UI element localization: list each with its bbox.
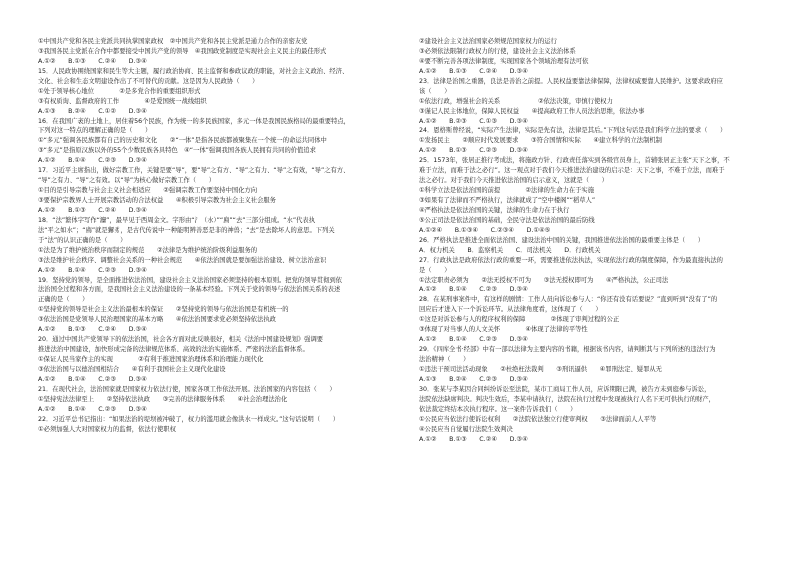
text-line: 文化、社会和生态文明建设作出了不可替代的贡献。这是因为人民政协（ ）	[38, 77, 259, 85]
text-line: ①中国共产党和各民主党派共同执掌国家政权 ②中国共产党和各民主党派是通力合作的亲密友党	[38, 38, 308, 45]
text-line: ①违法干预司法活动现象 ②杜绝枉法裁判 ③刑讯逼供 ④罪刑法定、疑罪从无	[419, 365, 662, 373]
text-line: 法“平之如水”；“廌”就是獬豸，是古代传说中一种能明辨善恶是非的神兽；“去”是去除坏人的意思。下列关	[38, 226, 335, 234]
text-line: 该（ ）	[419, 87, 451, 95]
text-line: A.①② B.①③ C.②④ D.③④	[38, 57, 147, 65]
text-line: ①这是对诉讼参与人的程序权利的保障 ②体现了审判过程的公正	[419, 316, 620, 324]
text-line: 21．在现代社会，法治国家就是国家权力依法行使，国家各项工作依法开展。法治国家的内容包括（ ）	[38, 385, 336, 393]
text-line: 23．法律是治国之重器，良法是善治之前提。人民权益要靠法律保障，法律权威要靠人民维护。这要求政府应	[419, 77, 723, 85]
text-line: A.①③ B.②④ C.①② D.③④	[38, 107, 147, 115]
text-line: 于“法”的认识正确的是（ ）	[38, 236, 127, 244]
text-line: A．权力机关 B．监察机关 C．司法机关 D．行政机关	[419, 246, 601, 254]
text-line: 法院依法缺席判决。判决生效后，李某申请执行，法院在执行过程中发现被执行人名下无可供执行的财产，	[419, 395, 715, 403]
text-line: ①坚持党的领导是社会主义法治最根本的保证 ②坚持党的领导与依法治国是有机统一的	[38, 306, 289, 314]
text-line: ①科学立法是依法治国的前提 ②法律的生命力在于实施	[419, 187, 595, 195]
text-line: A.①③ B.②④ C.②③ D.③④	[419, 375, 528, 383]
text-line: A.①② B.①③ C.②④ D.③④	[38, 326, 147, 334]
text-line: 16．在我国广袤的土地上，居住着56个民族，作为统一的多民族国家，多元一体是我国民族格局的最重要特点，	[38, 117, 350, 125]
text-line: ③必须依法限制行政权力的行使，建设社会主义法治体系	[419, 47, 576, 55]
text-line: ⑤公正司法是依法治国的基础，全民守法是依法治国的最后防线	[419, 216, 595, 224]
text-line: ①处于领导核心地位 ②是多党合作的重要组织形式	[38, 87, 201, 95]
text-line: 推进法治中国建设，加快形成完备的法律规范体系、高效的法治实施体系、严密的法治监督体系。	[38, 346, 309, 354]
text-line: 法之必行。对于我们今天推进依法治国的启示意义，这就是（ ）	[419, 177, 608, 185]
text-line: 法治精神（ ）	[419, 356, 470, 363]
text-line: 法治国全过程和各方面，是我国社会主义法治建设的一条基本经验。下列关于党的领导与依法治国关系的表述	[38, 286, 341, 294]
text-line: ③谨记人民主体地位，保障人民权益 ④提高政府工作人员法治思维，依法办事	[419, 107, 645, 115]
text-line: ④公民应当自觉履行法院生效判决	[419, 425, 513, 433]
text-line: 难于立法，而难于法之必行”。这一观点对于我们今天推进法治建设的启示是：天下之事，不难于立法，而难于	[419, 167, 725, 175]
text-line: A.①② B.①③ C.②④ D.③④	[419, 435, 528, 443]
text-line: 27．行政执法是政府依法行政的重要一环，需要推进依法执法，实现依法行政的制度保障，作为最直接执法的	[419, 256, 723, 264]
text-line: “导”之有力、“导”之有效。以“导”为核心做好宗教工作（ ）	[38, 177, 215, 185]
text-line: ①依法行政，增强社会的关系 ②依法决策，审慎行使权力	[419, 97, 613, 105]
text-line: 19．坚持党的领导，是全面推进依法治国，建设社会主义法治国家必须坚持的根本原则。把党的领导贯彻到依	[38, 276, 342, 284]
text-line: A.①②④ B.①③④ C.②③④ D.①④⑤	[419, 226, 551, 234]
text-line: ③法是维护社会秩序、调整社会关系的一种社会规范 ④依法治国就是要加强法治建设、树立法治意识	[38, 256, 327, 264]
text-line: 26．严格执法是推进全面依法治国、建设法治中国的关键，我国推进依法治国的最重要主体是（ ）	[419, 236, 705, 244]
text-line: ②建设社会主义法治国家必须规范国家权力的运行	[419, 38, 557, 45]
text-line: ③如果有了法律而不严格执行，法律就成了“空中楼阁”“稻草人”	[419, 197, 596, 204]
text-line: 下列对这一特点的理解正确的是（ ）	[38, 127, 152, 135]
text-line: ①必须加强人大对国家权力的监督，依法行使职权	[38, 425, 176, 433]
text-line: ③要保护宗教界人士开展宗教活动的合法权益 ④积极引导宗教为社会主义社会服务	[38, 197, 276, 204]
text-line: A.①② B.①④ C.②③ D.③④	[419, 336, 528, 344]
text-line: 30．张某与李某因合同纠纷诉讼至法院，某市工商局工作人员，应诉期限已满，被告方未到庭参与诉讼，	[419, 385, 711, 393]
text-line: ①“多元”强调各民族都有自己的历史和文化 ②“一体”是指各民族都被聚集在一个统一的命运共同体中	[38, 137, 327, 145]
text-line: ③我国各民主党派在合作中都要接受中国共产党的领导 ④我国政党制度是实现社会主义民主的最佳形式	[38, 47, 327, 55]
text-line: ④严格执法是依法治国的关键，法律的生命力在于执行	[419, 206, 570, 214]
text-line: ③依法治国是党领导人民治理国家的基本方略 ④依法治国要求党必须坚持依法执政	[38, 316, 276, 324]
text-line: ③依法治国与以德治国相结合 ④有利于我国社会主义现代化建设	[38, 365, 226, 373]
text-line: 回应后才进入下一个诉讼环节。从法律角度看，这体现了（ ）	[419, 306, 602, 314]
text-line: ①发扬民主 ②顺应时代发展要求 ③符合国情和实际 ④建立科学的立法制机制	[419, 137, 662, 145]
text-line: ③“多元”是指原汉族以外的55个少数民族各具特色 ④“一体”强调我国各族人民拥有共同的价值追求	[38, 147, 316, 155]
text-line: A.①② B.①④ C.②③ D.③④	[38, 405, 147, 413]
text-line: ①目的是引导宗教与社会主义社会相适应 ②强调宗教工作要坚持中国化方向	[38, 187, 258, 195]
text-line: A.①② B.①④ C.②③ D.③④	[38, 157, 147, 165]
text-line: 28．在某刑事案件中，有这样的剧情：工作人员向诉讼参与人：“你还有没有话要说？”直到听到“没有了”的	[419, 296, 718, 304]
text-line: 15．人民政协围绕国家和民生等大主题，履行政治协商、民主监督和参政议政的职能，对社会主义政治、经济、	[38, 67, 349, 75]
text-line: A.①② B.①③ C.②④ D.③④	[38, 206, 147, 214]
text-line: ①坚持宪法法律至上 ②坚持依法执政 ③完善的法律服务体系 ④社会治理法治化	[38, 395, 288, 403]
text-line: A.①② B.①④ C.②③ D.③④	[38, 266, 147, 274]
text-line: ①法定职责必须为 ②法无授权不可为 ③法无授权即可为 ④严格执法，公正司法	[419, 276, 669, 284]
text-line: 依法裁定终结本次执行程序。这一案件告诉我们（ ）	[419, 405, 577, 413]
text-line: 17．习近平主席指出，做好宗教工作，关键是要“导”，要“导”之有方、“导”之有力、“导”之有效，“导”之有方、	[38, 167, 350, 175]
text-line: A.①② B.②③ C.①③ D.③④	[419, 117, 528, 125]
text-line: 24．恩格斯曾经说，“实际产生法律，实际是先有法，法律是其后。”下列这句话是我们科学立法的要求（ ）	[419, 127, 727, 135]
left-column	[38, 37, 393, 552]
text-line: 20．通过中国共产党领导下的依法治国，社会各方面对此反映很好，相关《法治中国建设规划》强调要	[38, 336, 324, 344]
text-line: 29．《四库全书·经部》中有一部以法律为主要内容的书籍，根据该书内容，请判断其与下列所述的违法行为	[419, 346, 716, 354]
text-line: ④要不断完善各项法律制度，实现国家各个领域治理有法可依	[419, 57, 589, 65]
text-line: ①保证人民当家作主的实现 ②有利于推进国家治理体系和治理能力现代化	[38, 356, 264, 363]
text-line: ③有权质询、监督政府的工作 ④是爱国统一战线组织	[38, 97, 207, 105]
text-line: A.①② B.①④ C.②③ D.③④	[38, 375, 147, 383]
text-line: ③体现了对当事人的人文关怀 ④体现了法律的平等性	[419, 326, 588, 334]
text-line: A.①② B.①③ C.②④ D.③④	[419, 67, 528, 75]
text-line: 正确的是（ ）	[38, 296, 89, 304]
text-line: ①法是为了维护统治秩序而制定的规范 ②法律是为维护统治阶级利益服务的	[38, 246, 258, 254]
text-line: 25．1573年，张居正推行考成法，将施政方针、行政责任落实到各级官员身上，首辅张居正主张“天下之事，不	[419, 157, 730, 165]
text-line: A.①② B.①③ C.②③ D.③④	[419, 147, 528, 155]
text-line: 22．习近平总书记指出：“如果法治的堤坝被冲破了，权力的滥用就会像洪水一样成灾。”这句话说明（ ）	[38, 415, 340, 423]
text-line: ①公民应当依法行使诉讼权利 ②法院依法独立行使审判权 ③法律面前人人平等	[419, 415, 657, 423]
text-line: 18．“法”繁体字写作“灋”，最早见于西周金文。字形由“氵（水）”“廌”“去”三部分组成。“水”代表执	[38, 216, 315, 224]
text-line: 是（ ）	[419, 266, 451, 274]
text-line: A.①② B.①④ C.②③ D.③④	[419, 286, 528, 294]
right-column	[419, 37, 774, 552]
